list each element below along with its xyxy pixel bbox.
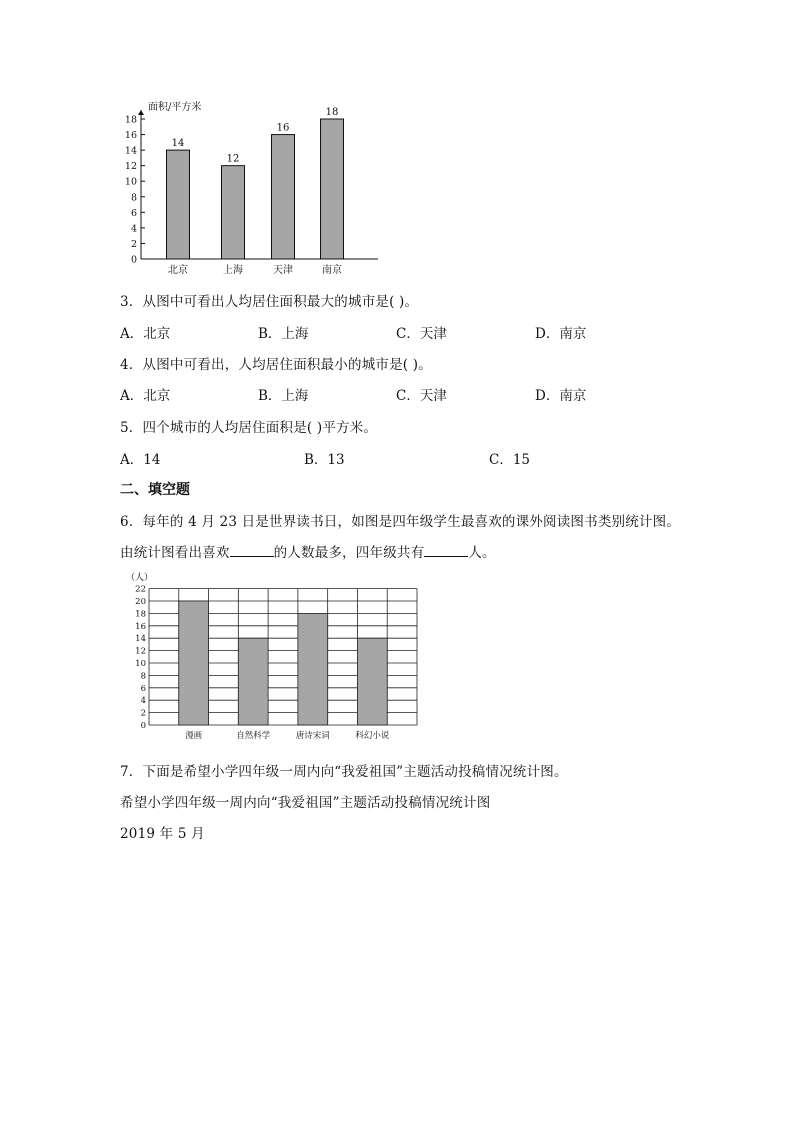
c2-x-tick-label: 自然科学	[236, 731, 271, 741]
c1-y-tick-label: 6	[130, 207, 137, 219]
q3-option-c[interactable]: C．天津	[396, 326, 447, 342]
c1-y-tick-label: 10	[124, 176, 137, 188]
question-4	[120, 353, 432, 373]
c1-x-tick-label: 北京	[168, 265, 188, 276]
q4-option-a[interactable]: A．北京	[120, 388, 171, 404]
c2-x-tick-label: 漫画	[185, 731, 203, 741]
c2-y-tick-label: 16	[135, 621, 146, 632]
reading-category-bar-chart	[118, 568, 428, 744]
c2-y-tick-label: 10	[135, 659, 146, 669]
question-6-line1: 6．每年的 4 月 23 日是世界读书日，如图是四年级学生最喜欢的课外阅读图书类别统计图。	[120, 514, 681, 530]
c2-x-tick-label: 科幻小说	[355, 731, 390, 741]
c1-y-tick-label: 8	[130, 192, 137, 204]
c1-bar-1	[167, 150, 190, 259]
c1-data-label: 18	[325, 107, 339, 118]
c1-bar-3	[272, 135, 295, 259]
c2-y-tick-label: 8	[140, 671, 146, 682]
question-3-text: 3．从图中可看出人均居住面积最大的城市是( )。	[120, 294, 419, 310]
c2-bar-1	[179, 601, 209, 725]
q4-option-d[interactable]: D．南京	[535, 388, 587, 404]
q3-option-a[interactable]: A．北京	[120, 326, 171, 342]
c1-y-axis-arrow	[138, 110, 144, 115]
c2-bar-4	[357, 638, 387, 725]
q3-option-b[interactable]: B．上海	[258, 326, 309, 342]
q6-blank-1[interactable]	[230, 544, 274, 557]
question-7-date: 2019 年 5 月	[120, 826, 205, 842]
c2-y-tick-label: 12	[135, 646, 146, 657]
c2-bar-3	[298, 613, 328, 725]
c1-bar-4	[321, 119, 344, 259]
c1-data-label: 12	[226, 153, 240, 165]
c1-x-tick-label: 南京	[322, 265, 342, 276]
q5-option-b[interactable]: B．13	[304, 452, 345, 468]
c1-y-axis-label: 面积/平方米	[148, 102, 202, 113]
c2-y-axis-label: （人）	[126, 573, 154, 583]
question-5	[120, 416, 377, 436]
q6-blank-2[interactable]	[424, 544, 468, 557]
q6-text-c: 人。	[468, 545, 496, 561]
c1-data-label: 14	[171, 138, 185, 150]
c1-y-tick-label: 2	[130, 238, 137, 250]
c2-x-tick-label: 唐诗宋词	[295, 731, 330, 741]
c1-y-tick-label: 4	[130, 223, 137, 235]
q6-text-b: 的人数最多，四年级共有	[273, 545, 425, 561]
c1-bar-2	[222, 166, 245, 259]
c2-y-tick-label: 18	[135, 609, 146, 620]
c2-y-tick-label: 6	[140, 683, 146, 694]
c2-y-tick-label: 14	[135, 634, 146, 645]
c2-y-tick-label: 2	[140, 708, 146, 719]
c2-y-tick-label: 0	[140, 721, 146, 731]
c2-y-tick-label: 20	[135, 597, 146, 607]
question-3	[120, 290, 418, 310]
q6-text-a: 由统计图看出喜欢	[120, 545, 230, 561]
question-6-line2	[120, 541, 496, 561]
c1-y-tick-label: 14	[124, 145, 137, 157]
c2-y-tick-label: 22	[135, 584, 146, 595]
q4-option-b[interactable]: B．上海	[258, 388, 309, 404]
c1-y-tick-label: 0	[130, 254, 137, 266]
c1-x-tick-label: 上海	[223, 265, 243, 276]
q3-option-d[interactable]: D．南京	[535, 326, 587, 342]
c2-y-tick-label: 4	[140, 696, 146, 707]
c1-y-tick-label: 18	[124, 114, 137, 126]
question-5-text: 5．四个城市的人均居住面积是( )平方米。	[120, 420, 378, 436]
c1-data-label: 16	[276, 122, 290, 134]
c2-bar-2	[238, 638, 268, 725]
question-4-text: 4．从图中可看出，人均居住面积最小的城市是( )。	[120, 357, 432, 373]
question-7-chart-title: 希望小学四年级一周内向“我爱祖国”主题活动投稿情况统计图	[120, 795, 491, 811]
q4-option-c[interactable]: C．天津	[396, 388, 447, 404]
living-area-bar-chart	[120, 98, 390, 278]
c1-y-tick-label: 12	[124, 161, 137, 173]
q5-option-c[interactable]: C．15	[489, 452, 531, 468]
question-7-line1: 7．下面是希望小学四年级一周内向“我爱祖国”主题活动投稿情况统计图。	[120, 764, 568, 780]
c1-x-tick-label: 天津	[273, 265, 293, 276]
section-heading-fill-in: 二、填空题	[120, 482, 190, 498]
q5-option-a[interactable]: A．14	[120, 452, 161, 468]
c1-y-tick-label: 16	[124, 130, 137, 142]
